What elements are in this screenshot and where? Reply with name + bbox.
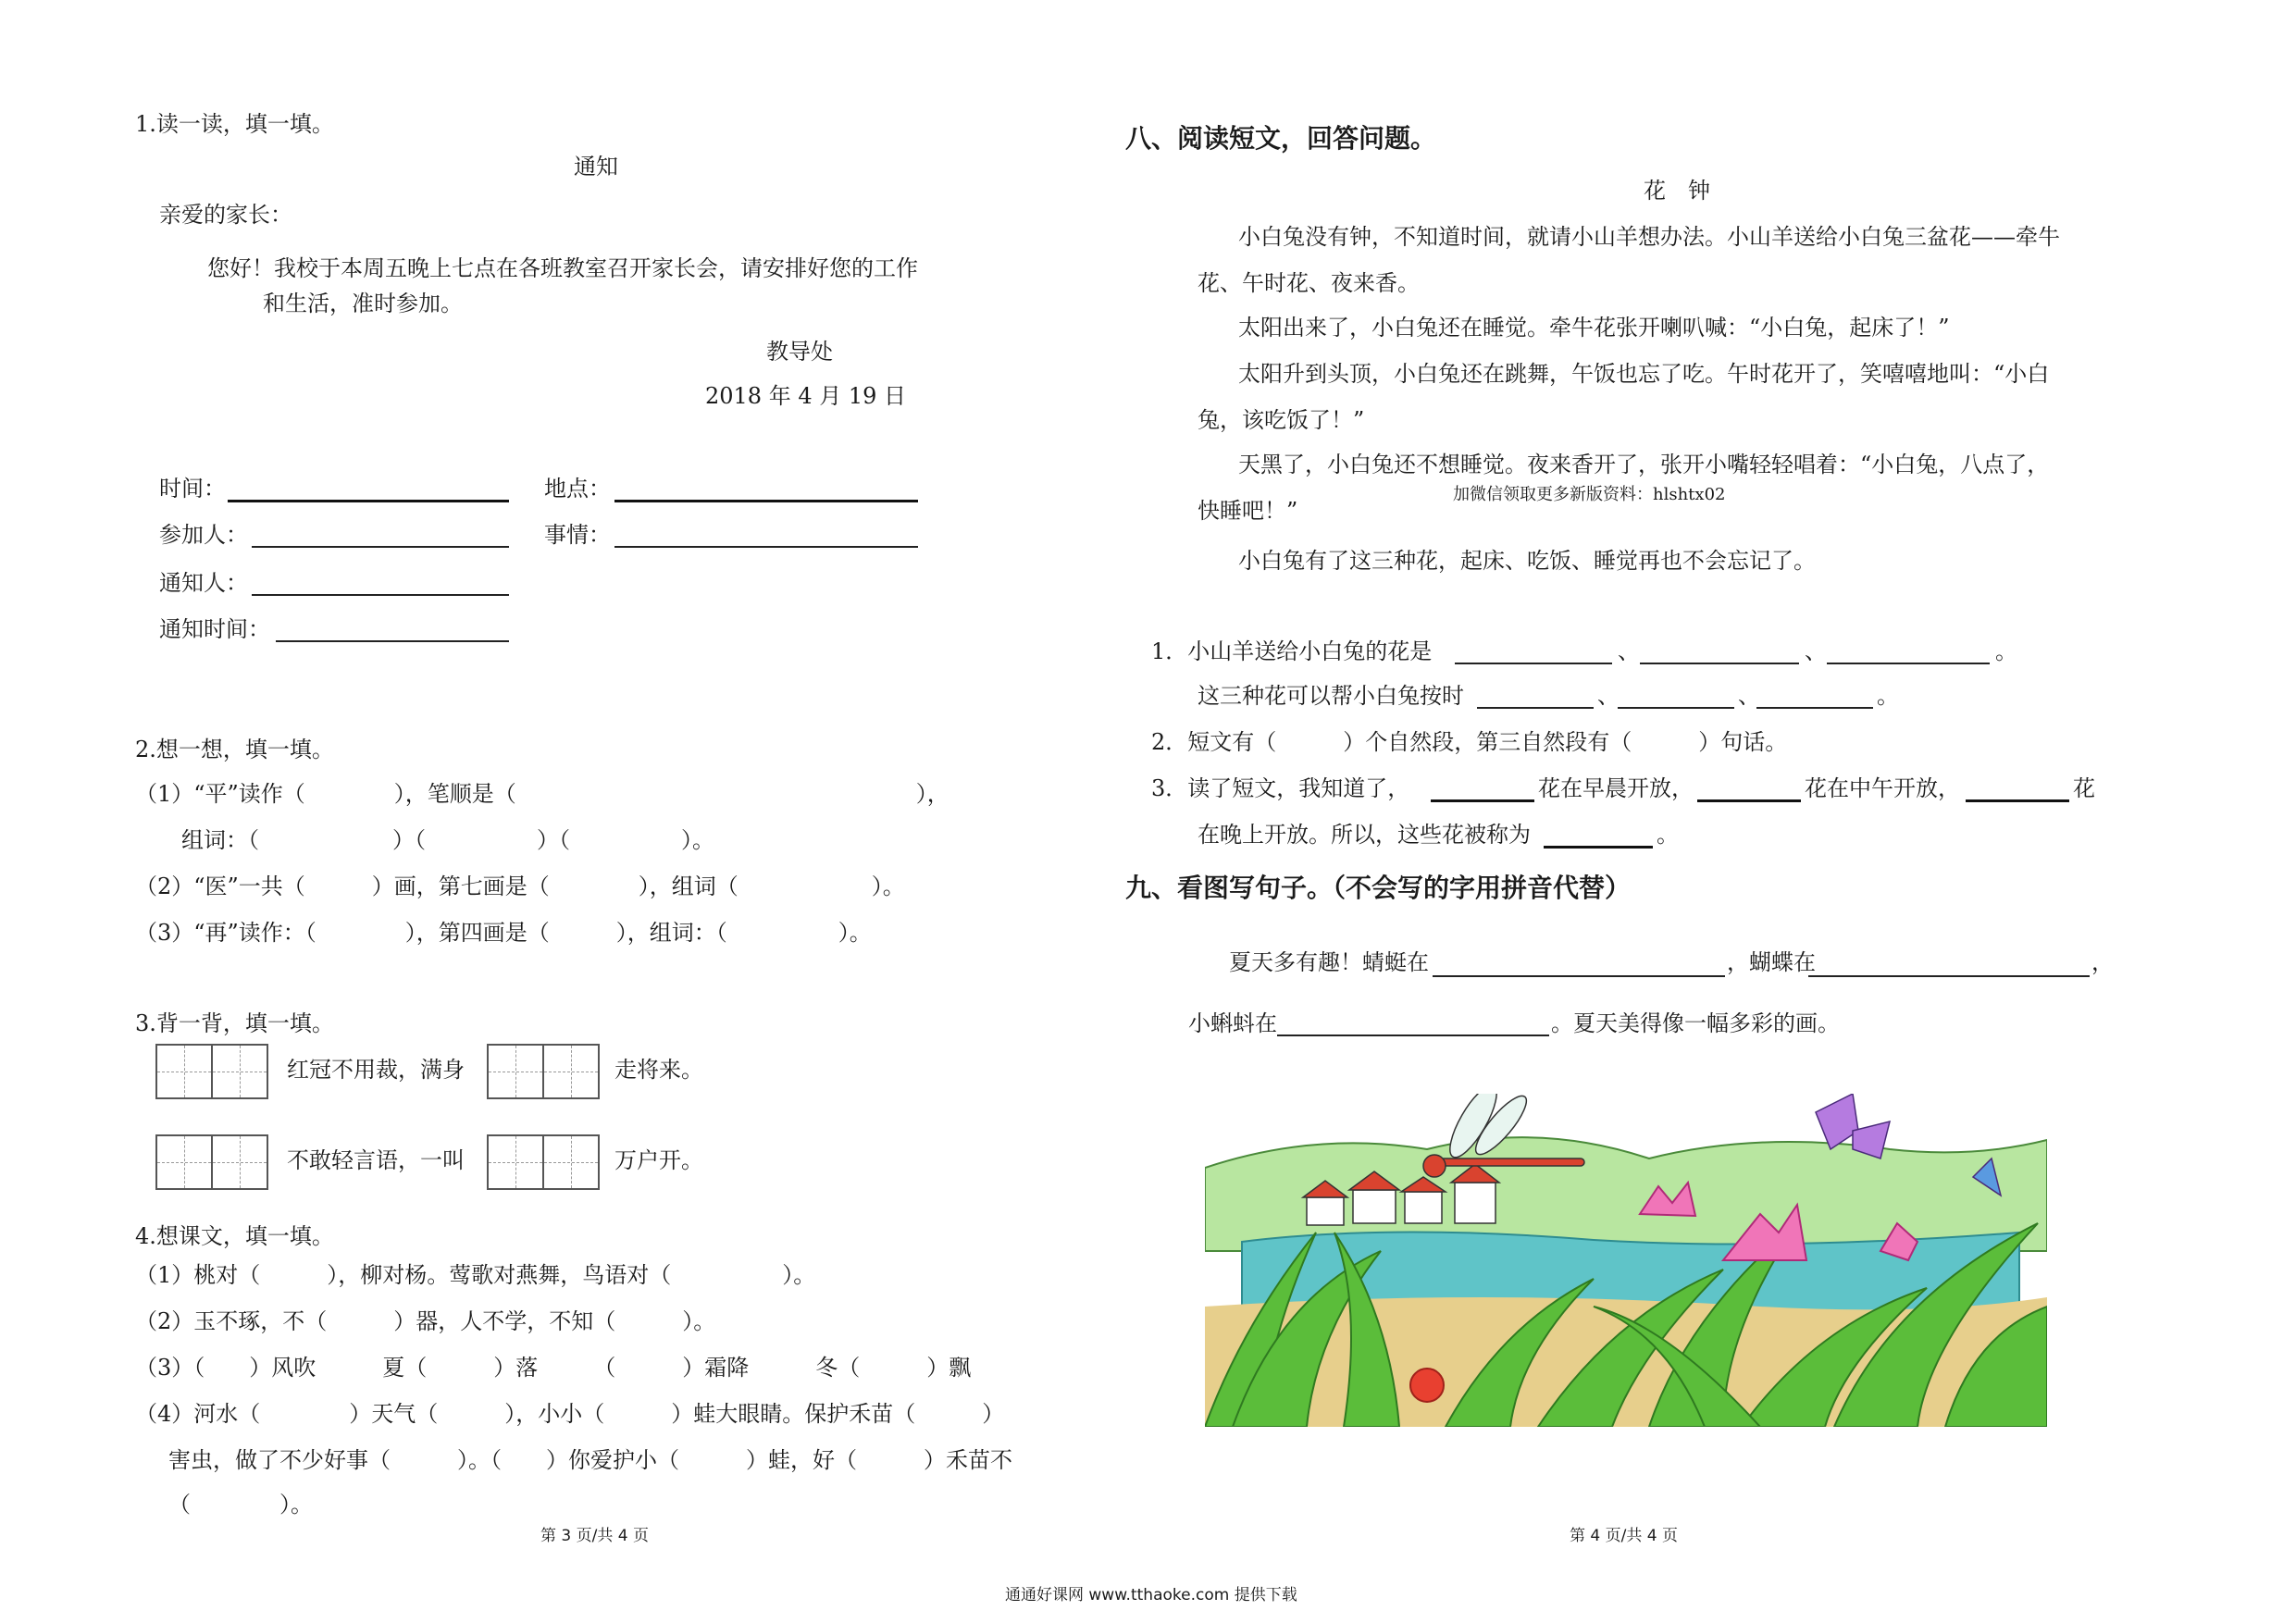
q3-text2: 走将来。 xyxy=(614,1057,703,1083)
story-title: 花 钟 xyxy=(1644,178,1710,204)
q2-line1: （1）“平”读作（ ），笔顺是（ ）， xyxy=(135,781,949,807)
period: 。 xyxy=(1657,822,1679,848)
story-p5: 小白兔有了这三种花，起床、吃饭、睡觉再也不会忘记了。 xyxy=(1238,548,1816,574)
notice-date: 2018 年 4 月 19 日 xyxy=(705,383,907,409)
sep: 、 xyxy=(1597,683,1620,709)
q1-title: 1.读一读，填一填。 xyxy=(135,111,334,137)
sep: 、 xyxy=(1805,638,1827,664)
s8-q1-line1: 1．小山羊送给小白兔的花是 xyxy=(1151,638,1433,664)
field-label-matter: 事情： xyxy=(544,522,611,548)
q4-line1: （1）桃对（ ），柳对杨。莺歌对燕舞，鸟语对（ ）。 xyxy=(135,1262,816,1288)
q4-line6: （ ）。 xyxy=(168,1492,313,1518)
story-p4a: 天黑了，小白兔还不想睡觉。夜来香开了，张开小嘴轻轻唱着：“小白兔，八点了， xyxy=(1238,452,2050,477)
s8-q1-line2: 这三种花可以帮小白兔按时 xyxy=(1198,683,1464,709)
tianzi-box[interactable] xyxy=(542,1134,600,1190)
q3-end: 花 xyxy=(2073,775,2095,801)
blank-dragonfly[interactable] xyxy=(1433,975,1725,977)
tianzi-box[interactable] xyxy=(211,1134,268,1190)
story-p4b: 快睡吧！” xyxy=(1198,498,1298,524)
story-p1a: 小白兔没有钟，不知道时间，就请小山羊想办法。小山羊送给小白兔三盆花——牵牛 xyxy=(1238,224,2060,250)
tianzi-box[interactable] xyxy=(155,1134,213,1190)
field-blank-participants[interactable] xyxy=(252,546,509,548)
field-blank-place[interactable] xyxy=(614,500,918,502)
q3-mid1: 花在早晨开放， xyxy=(1538,775,1694,801)
section9-heading: 九、看图写句子。（不会写的字用拼音代替） xyxy=(1125,873,1632,903)
q4-line2: （2）玉不琢，不（ ）器，人不学，不知（ ）。 xyxy=(135,1308,716,1334)
notice-greeting: 亲爱的家长： xyxy=(159,202,292,228)
tianzi-box-group-3[interactable] xyxy=(155,1134,268,1190)
q4-line5: 害虫，做了不少好事（ ）。（ ）你爱护小（ ）蛙，好（ ）禾苗不 xyxy=(168,1447,1012,1473)
blank-activity-3[interactable] xyxy=(1756,707,1873,709)
field-blank-notify-time[interactable] xyxy=(276,640,509,642)
field-label-notify-time: 通知时间： xyxy=(159,616,270,642)
q2-line3: （2）“医”一共（ ）画，第七画是（ ），组词（ ）。 xyxy=(135,873,905,899)
s9-line2a: 小蝌蚪在 xyxy=(1188,1010,1277,1036)
blank-flower-1[interactable] xyxy=(1455,663,1612,664)
field-label-participants: 参加人： xyxy=(159,522,248,548)
s9-line1a: 夏天多有趣！蜻蜓在 xyxy=(1229,949,1429,975)
blank-flower-2[interactable] xyxy=(1640,663,1799,664)
blank-activity-2[interactable] xyxy=(1618,707,1734,709)
q3-mid2: 花在中午开放， xyxy=(1805,775,1960,801)
q2-line2: 组词：（ ）（ ）（ ）。 xyxy=(181,827,714,853)
q2-line4: （3）“再”读作：（ ），第四画是（ ），组词：（ ）。 xyxy=(135,920,872,946)
q3-title: 3.背一背，填一填。 xyxy=(135,1010,334,1036)
notice-title: 通知 xyxy=(574,154,618,180)
q4-title: 4.想课文，填一填。 xyxy=(135,1223,334,1249)
notice-body-line1: 您好！我校于本周五晚上七点在各班教室召开家长会，请安排好您的工作 xyxy=(207,255,918,281)
q4-line3: （3）（ ）风吹 夏（ ）落 （ ）霜降 冬（ ）飘 xyxy=(135,1355,972,1381)
tianzi-box[interactable] xyxy=(542,1044,600,1099)
right-page-number: 第 4 页/共 4 页 xyxy=(1570,1527,1678,1545)
blank-morning-flower[interactable] xyxy=(1431,799,1534,802)
story-p1b: 花、午时花、夜来香。 xyxy=(1198,270,1420,296)
story-p3a: 太阳升到头顶，小白兔还在跳舞，午饭也忘了吃。午时花开了，笑嘻嘻地叫：“小白 xyxy=(1238,361,2050,387)
s9-line1c: ， xyxy=(2091,949,2114,975)
notice-body-line2: 和生活，准时参加。 xyxy=(263,291,463,316)
story-p3b: 兔，该吃饭了！” xyxy=(1198,407,1365,433)
field-blank-time[interactable] xyxy=(228,500,509,502)
notice-sender: 教导处 xyxy=(766,339,833,365)
summer-scene-illustration xyxy=(1205,1094,2047,1427)
field-label-time: 时间： xyxy=(159,476,226,502)
tianzi-box-group-1[interactable] xyxy=(155,1044,268,1099)
s8-q2: 2．短文有（ ）个自然段，第三自然段有（ ）句话。 xyxy=(1151,729,1788,755)
q4-line4: （4）河水（ ）天气（ ），小小（ ）蛙大眼睛。保护禾苗（ ） xyxy=(135,1401,1005,1427)
field-label-notifier: 通知人： xyxy=(159,570,248,596)
q3-text1: 红冠不用裁，满身 xyxy=(287,1057,465,1083)
blank-night-flower[interactable] xyxy=(1966,799,2069,802)
tianzi-box[interactable] xyxy=(487,1134,544,1190)
q3-text4: 万户开。 xyxy=(614,1147,703,1173)
period: 。 xyxy=(1877,683,1899,709)
s8-q3-line1: 3．读了短文，我知道了， xyxy=(1151,775,1410,801)
watermark-text: 加微信领取更多新版资料：hlshtx02 xyxy=(1453,485,1726,504)
blank-flower-3[interactable] xyxy=(1827,663,1990,664)
blank-noon-flower[interactable] xyxy=(1697,799,1801,802)
section8-heading: 八、阅读短文，回答问题。 xyxy=(1125,123,1437,154)
left-page-number: 第 3 页/共 4 页 xyxy=(540,1527,649,1545)
tianzi-box[interactable] xyxy=(211,1044,268,1099)
q2-title: 2.想一想，填一填。 xyxy=(135,737,334,762)
blank-tadpole[interactable] xyxy=(1277,1035,1549,1036)
field-blank-notifier[interactable] xyxy=(252,594,509,596)
field-label-place: 地点： xyxy=(544,476,611,502)
blank-flower-name[interactable] xyxy=(1544,846,1653,849)
q3-text3: 不敢轻言语，一叫 xyxy=(287,1147,465,1173)
period: 。 xyxy=(1995,638,2017,664)
blank-activity-1[interactable] xyxy=(1477,707,1594,709)
blank-butterfly[interactable] xyxy=(1808,975,2090,977)
footer-download-text[interactable]: 通通好课网 www.tthaoke.com 提供下载 xyxy=(1005,1586,1297,1604)
field-blank-matter[interactable] xyxy=(614,546,918,548)
story-p2: 太阳出来了，小白兔还在睡觉。牵牛花张开喇叭喊：“小白兔，起床了！” xyxy=(1238,315,1950,341)
s9-line2b: 。夏天美得像一幅多彩的画。 xyxy=(1551,1010,1840,1036)
s8-q3-line2: 在晚上开放。所以，这些花被称为 xyxy=(1198,822,1531,848)
tianzi-box[interactable] xyxy=(155,1044,213,1099)
s9-line1b: ，蝴蝶在 xyxy=(1727,949,1816,975)
tianzi-box-group-4[interactable] xyxy=(487,1134,600,1190)
sep: 、 xyxy=(1618,638,1640,664)
tianzi-box-group-2[interactable] xyxy=(487,1044,600,1099)
tianzi-box[interactable] xyxy=(487,1044,544,1099)
sep: 、 xyxy=(1738,683,1760,709)
